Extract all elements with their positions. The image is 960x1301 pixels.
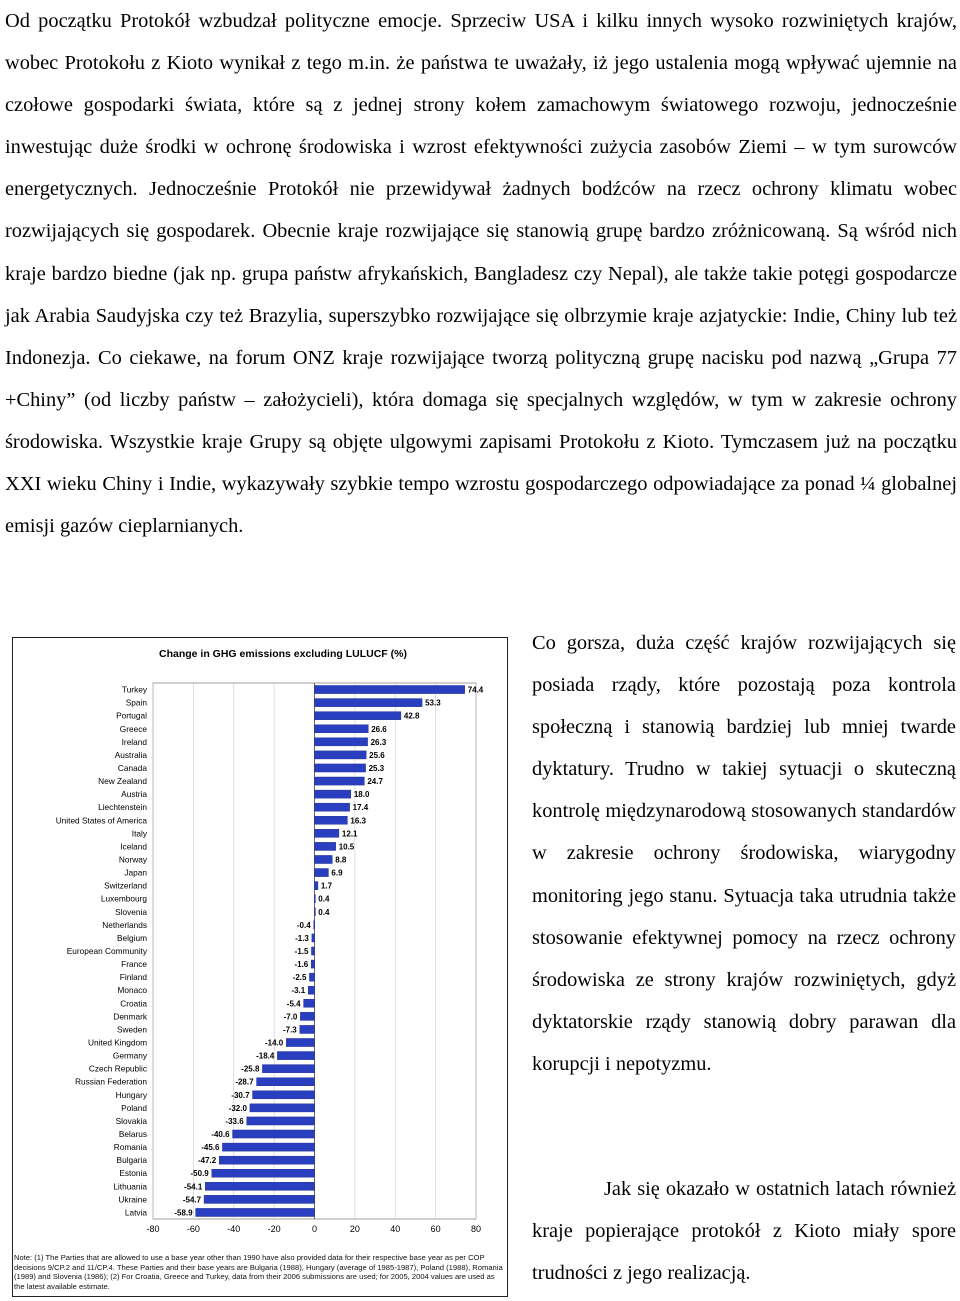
bar-value-label: 25.6 [369,750,385,760]
category-label: Ireland [121,736,147,747]
bar-slovenia [315,908,316,916]
ghg-bar-chart [13,638,507,1250]
category-label: Czech Republic [88,1063,147,1074]
bar-value-label: -25.8 [241,1064,260,1074]
category-label: Spain [125,697,147,708]
category-label: Estonia [119,1168,147,1179]
bar-portugal [315,712,401,720]
category-label: Belarus [118,1129,147,1140]
bar-value-label: 10.5 [338,842,355,852]
x-tick-label: -20 [267,1224,281,1234]
bar-value-label: 0.4 [318,907,330,917]
intro-paragraph: Od początku Protokół wzbudzał polityczne emocje. Sprzeciw USA i kilku innych wysoko rozwiniętych krajów, wobec Protokołu z Kioto wynikał z tego m.in. że państwa te uważały, iż jego ustalenia mogą wpływać ujemnie na czołowe gospodarki świata, które są z jednej strony kołem zamachowym światowego rozwoju, jednocześnie inwestując duże środki w ochronę środowiska i wzrost efektywności zużycia zasobów Ziemi – w tym surowców energetycznych. Jednocześnie Protokół nie przewidywał żadnych bodźców na rzecz ochrony klimatu wobec rozwijających się gospodarek. Obecnie kraje rozwijające się stanowią grupę bardzo zróżnicowaną. Są wśród nich kraje bardzo biedne (jak np. grupa państw afrykańskich, Bangladesz czy Nepal), ale także takie potęgi gospodarcze jak Arabia Saudyjska czy też Brazylia, superszybko rozwijające się olbrzymie kraje azjatyckie: Indie, Chiny lub też Indonezja. Co ciekawe, na forum ONZ kraje rozwijające tworzą polityczną grupę nacisku pod nazwą „Grupa 77 +Chiny” (od liczby państw – założycieli), która domaga się specjalnych względów, w tym w zakresie ochrony środowiska. Wszystkie kraje Grupy są objęte ulgowymi zapisami Protokołu z Kioto. Tymczasem już na początku XXI wieku Chiny i Indie, wykazywały szybkie tempo wzrostu gospodarczego odpowiadające za ponad ¼ globalnej emisji gazów cieplarnianych. [5,10,957,538]
bar-value-label: -33.6 [225,1116,244,1126]
bar-lithuania [205,1182,314,1190]
bar-germany [277,1052,314,1060]
bar-canada [315,764,366,772]
body-paragraph-3-text: Jak się okazało w ostatnich latach również kraje popierające protokół z Kioto miały spore trudności z jego realizacją. [532,1178,956,1285]
bar-value-label: -18.4 [256,1051,275,1061]
bar-croatia [304,999,315,1007]
bar-value-label: -7.3 [282,1025,297,1035]
bar-value-label: 1.7 [320,881,333,891]
bar-spain [315,699,423,707]
bar-value-label: 16.3 [350,816,366,826]
bar-ukraine [204,1195,314,1203]
category-label: Russian Federation [75,1076,147,1087]
category-label: Austria [121,789,147,800]
bar-belarus [233,1130,315,1138]
bar-value-label: -58.9 [174,1208,193,1218]
bar-value-label: 26.6 [371,724,387,734]
bar-estonia [212,1169,315,1177]
category-label: Norway [118,854,147,865]
bar-value-label: 8.8 [335,855,347,865]
bar-value-label: -40.6 [211,1130,230,1140]
bar-value-label: -54.7 [182,1195,202,1205]
category-label: European Community [66,946,147,956]
bar-value-label: 42.8 [403,711,420,721]
category-label: Latvia [124,1207,147,1218]
category-label: Romania [113,1142,147,1153]
category-label: Portugal [116,710,147,721]
category-label: Denmark [113,1011,147,1022]
category-label: Poland [121,1102,147,1113]
bar-japan [315,869,329,877]
x-tick-label: 20 [349,1224,360,1234]
bar-value-label: -14.0 [265,1038,284,1048]
x-tick-label: 40 [390,1224,401,1234]
bar-value-label: -1.6 [294,960,309,970]
bar-value-label: -30.7 [231,1090,250,1100]
category-label: Luxembourg [100,893,147,904]
category-label: Japan [124,867,147,878]
bar-romania [222,1143,314,1151]
bar-greece [315,725,369,733]
bar-value-label: 18.0 [353,790,370,800]
category-label: Liechtenstein [98,802,147,813]
bar-value-label: -28.7 [235,1077,254,1087]
bar-sweden [300,1025,315,1033]
category-label: France [121,959,147,970]
x-tick-label: 0 [311,1224,318,1234]
bar-czech-republic [262,1065,314,1073]
category-label: Ukraine [118,1194,147,1205]
bar-value-label: 6.9 [331,868,343,878]
bar-value-label: 25.3 [368,763,385,773]
bar-value-label: -3.1 [291,986,306,996]
bar-value-label: 24.7 [367,777,383,787]
bar-value-label: 53.3 [425,698,441,708]
bar-value-label: -47.2 [197,1156,217,1166]
bar-poland [250,1104,315,1112]
bar-liechtenstein [315,803,350,811]
x-tick-label: 60 [430,1224,441,1234]
bar-value-label: 74.4 [467,685,484,695]
chart-frame [12,637,508,1297]
bar-united-kingdom [286,1038,314,1046]
category-label: Belgium [117,932,147,943]
chart-category-labels [56,685,148,1218]
bar-australia [315,751,367,759]
category-label: Hungary [115,1089,147,1100]
bar-turkey [315,685,465,693]
bar-slovakia [247,1117,315,1125]
bar-value-label: -45.6 [201,1143,220,1153]
bar-france [311,960,314,968]
bar-belgium [312,934,315,942]
bar-finland [309,973,314,981]
body-paragraph-2 [532,622,956,1085]
bar-value-label: -54.1 [184,1182,203,1192]
category-label: Croatia [120,998,147,1009]
category-label: Slovakia [115,1115,147,1126]
category-label: Turkey [121,684,147,695]
bar-ireland [315,738,368,746]
bar-russian-federation [257,1078,315,1086]
bar-latvia [196,1208,315,1216]
bar-value-label: -7.0 [283,1012,298,1022]
bar-value-label: 0.4 [318,894,330,904]
bar-value-label: -32.0 [228,1103,247,1113]
bar-austria [315,790,351,798]
bar-italy [315,829,339,837]
category-label: Monaco [117,985,147,996]
chart-bars [174,685,483,1217]
bar-value-label: 26.3 [370,737,387,747]
category-label: Sweden [117,1024,147,1035]
category-label: United Kingdom [87,1037,147,1048]
bar-luxembourg [315,895,316,903]
bar-value-label: -5.4 [286,999,301,1009]
chart-title: Change in GHG emissions excluding LULUCF (%) [159,648,407,660]
bar-value-label: 17.4 [352,803,369,813]
x-tick-label: -40 [227,1224,241,1234]
bar-norway [315,855,333,863]
category-label: Switzerland [104,880,147,891]
bar-new-zealand [315,777,365,785]
category-label: New Zealand [98,776,147,787]
bar-value-label: -1.3 [295,933,309,943]
category-label: Italy [131,828,147,839]
bar-denmark [300,1012,314,1020]
bar-value-label: -50.9 [190,1169,209,1179]
category-label: Bulgaria [116,1155,147,1166]
category-label: Germany [112,1050,147,1061]
bar-bulgaria [219,1156,314,1164]
category-label: Netherlands [102,919,147,930]
bar-netherlands [314,921,315,929]
bar-european-community [311,947,314,955]
bar-iceland [315,842,336,850]
category-label: Finland [119,972,147,983]
x-tick-label: -80 [146,1224,160,1234]
category-label: Lithuania [113,1181,147,1192]
category-label: United States of America [55,815,147,826]
bar-hungary [253,1091,315,1099]
category-label: Canada [117,762,147,773]
bar-value-label: -0.4 [296,920,311,930]
category-label: Australia [114,749,147,760]
bar-united-states-of-america [315,816,348,824]
bar-value-label: -1.5 [294,947,309,956]
bar-value-label: -2.5 [292,973,307,983]
bar-monaco [308,986,314,994]
bar-switzerland [315,882,318,890]
category-label: Iceland [120,841,147,852]
chart-note: Note: (1) The Parties that are allowed to use a base year other than 1990 have also provided data for their respective base year as per COP decisions 9/CP.2 and 11/CP.4. These Parties and their base years are Bulgaria (1988), Hungary (average of 1985-1987), Poland (1988), Romania (1989) and Slovenia (1986); (2) For Croatia, Greece and Turkey, data from their 2006 submissions are used; for 2005, 2004 values are used as the latest available estimate. [14,1253,503,1291]
body-paragraph-3 [532,1168,956,1294]
bar-value-label: 12.1 [341,829,358,839]
x-tick-label: 80 [470,1224,482,1234]
category-label: Slovenia [115,906,147,917]
chart-x-ticks [146,1224,481,1234]
x-tick-label: -60 [186,1224,200,1234]
body-paragraph-2-text: Co gorsza, duża część krajów rozwijających się posiada rządy, które pozostają poza kontrola społeczną i stanowią bardziej lub mniej twarde dyktatury. Trudno w takiej sytuacji o skuteczną kontrolę międzynarodową stosowanych standardów w zakresie ochrony środowiska, wiarygodny monitoring jego stanu. Sytuacja taka utrudnia także stosowanie efektywnej pomocy na rzecz ochrony środowiska ze strony krajów rozwiniętych, gdyż dyktatorskie rządy stanowią dobry parawan dla korupcji i nepotyzmu. [532,632,956,1075]
category-label: Greece [119,723,147,734]
